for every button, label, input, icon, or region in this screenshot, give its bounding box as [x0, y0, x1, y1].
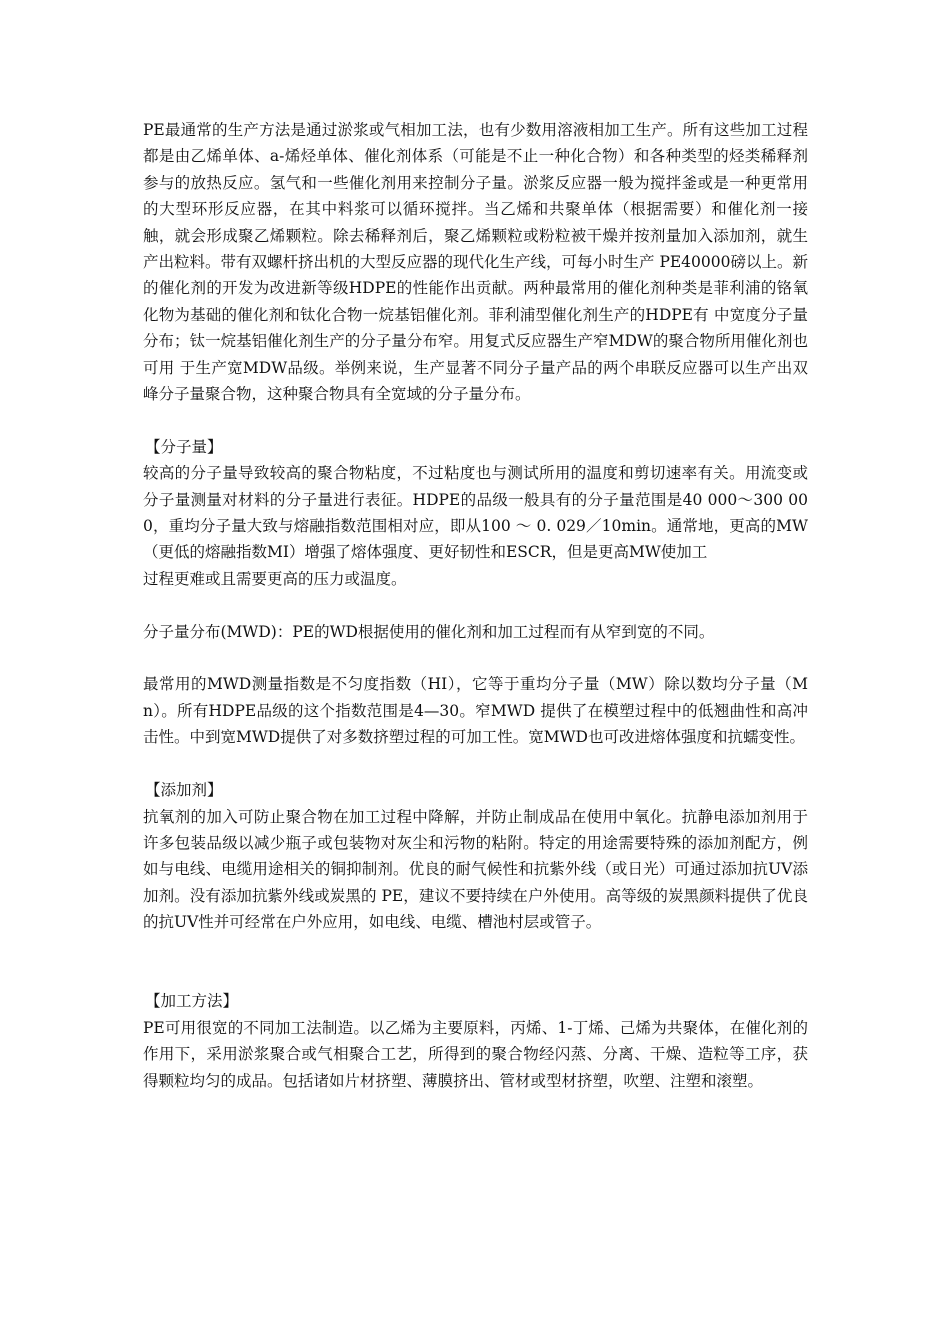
processing-paragraph: PE可用很宽的不同加工法制造。以乙烯为主要原料，丙烯、1-丁烯、己烯为共聚体，在催化剂的作用下，采用淤浆聚合或气相聚合工艺，所得到的聚合物经闪蒸、分离、干燥、造粒等工序，获得颗粒均匀的成品。包括诸如片材挤塑、薄膜挤出、管材或型材挤塑，吹塑、注塑和滚塑。	[143, 1018, 808, 1090]
spacer	[143, 936, 808, 989]
molecular-weight-paragraph-continued: 过程更难或且需要更高的压力或温度。	[143, 569, 407, 588]
document-page	[143, 117, 808, 1094]
spacer	[143, 751, 808, 777]
mwd-index-paragraph: 最常用的MWD测量指数是不匀度指数（HI），它等于重均分子量（MW）除以数均分子量（Mn）。所有HDPE品级的这个指数范围是4—30。窄MWD 提供了在模塑过程中的低翘曲性和高冲击性。中到宽MWD提供了对多数挤塑过程的可加工性。宽MWD也可改进熔体强度和抗蠕变性。	[143, 675, 808, 747]
molecular-weight-paragraph: 较高的分子量导致较高的聚合物粘度，不过粘度也与测试所用的温度和剪切速率有关。用流变或分子量测量对材料的分子量进行表征。HDPE的品级一般具有的分子量范围是40 000～300 000，重均分子量大致与熔融指数范围相对应，即从100 ～ 0. 029／10min。通常地，更高的MW（更低的熔融指数MI）增强了熔体强度、更好韧性和ESCR，但是更高MW使加工	[143, 464, 808, 562]
section-heading-additives: 【添加剂】	[145, 781, 223, 800]
section-heading-processing: 【加工方法】	[145, 992, 239, 1011]
spacer	[143, 645, 808, 671]
mwd-paragraph: 分子量分布(MWD)：PE的WD根据使用的催化剂和加工过程而有从窄到宽的不同。	[143, 622, 715, 641]
spacer	[143, 592, 808, 618]
spacer	[143, 407, 808, 433]
intro-paragraph: PE最通常的生产方法是通过淤浆或气相加工法，也有少数用溶液相加工生产。所有这些加工过程都是由乙烯单体、a-烯烃单体、催化剂体系（可能是不止一种化合物）和各种类型的烃类稀释剂参与的放热反应。氢气和一些催化剂用来控制分子量。淤浆反应器一般为搅拌釜或是一种更常用的大型环形反应器，在其中料浆可以循环搅拌。当乙烯和共聚单体（根据需要）和催化剂一接触，就会形成聚乙烯颗粒。除去稀释剂后，聚乙烯颗粒或粉粒被干燥并按剂量加入添加剂，就生产出粒料。带有双螺杆挤出机的大型反应器的现代化生产线，可每小时生产 PE40000磅以上。新的催化剂的开发为改进新等级HDPE的性能作出贡献。两种最常用的催化剂种类是菲利浦的铬氧化物为基础的催化剂和钛化合物一烷基铝催化剂。菲利浦型催化剂生产的HDPE有 中宽度分子量分布；钛一烷基铝催化剂生产的分子量分布窄。用复式反应器生产窄MDW的聚合物所用催化剂也可用 于生产宽MDW品级。举例来说，生产显著不同分子量产品的两个串联反应器可以生产出双峰分子量聚合物，这种聚合物具有全宽域的分子量分布。	[143, 121, 808, 404]
section-heading-molecular-weight: 【分子量】	[145, 437, 223, 456]
additives-paragraph: 抗氧剂的加入可防止聚合物在加工过程中降解，并防止制成品在使用中氧化。抗静电添加剂用于许多包装品级以减少瓶子或包装物对灰尘和污物的粘附。特定的用途需要特殊的添加剂配方，例如与电线、电缆用途相关的铜抑制剂。优良的耐气候性和抗紫外线（或日光）可通过添加抗UV添加剂。没有添加抗紫外线或炭黑的 PE，建议不要持续在户外使用。高等级的炭黑颜料提供了优良的抗UV性并可经常在户外应用，如电线、电缆、槽池村层或管子。	[143, 807, 808, 932]
